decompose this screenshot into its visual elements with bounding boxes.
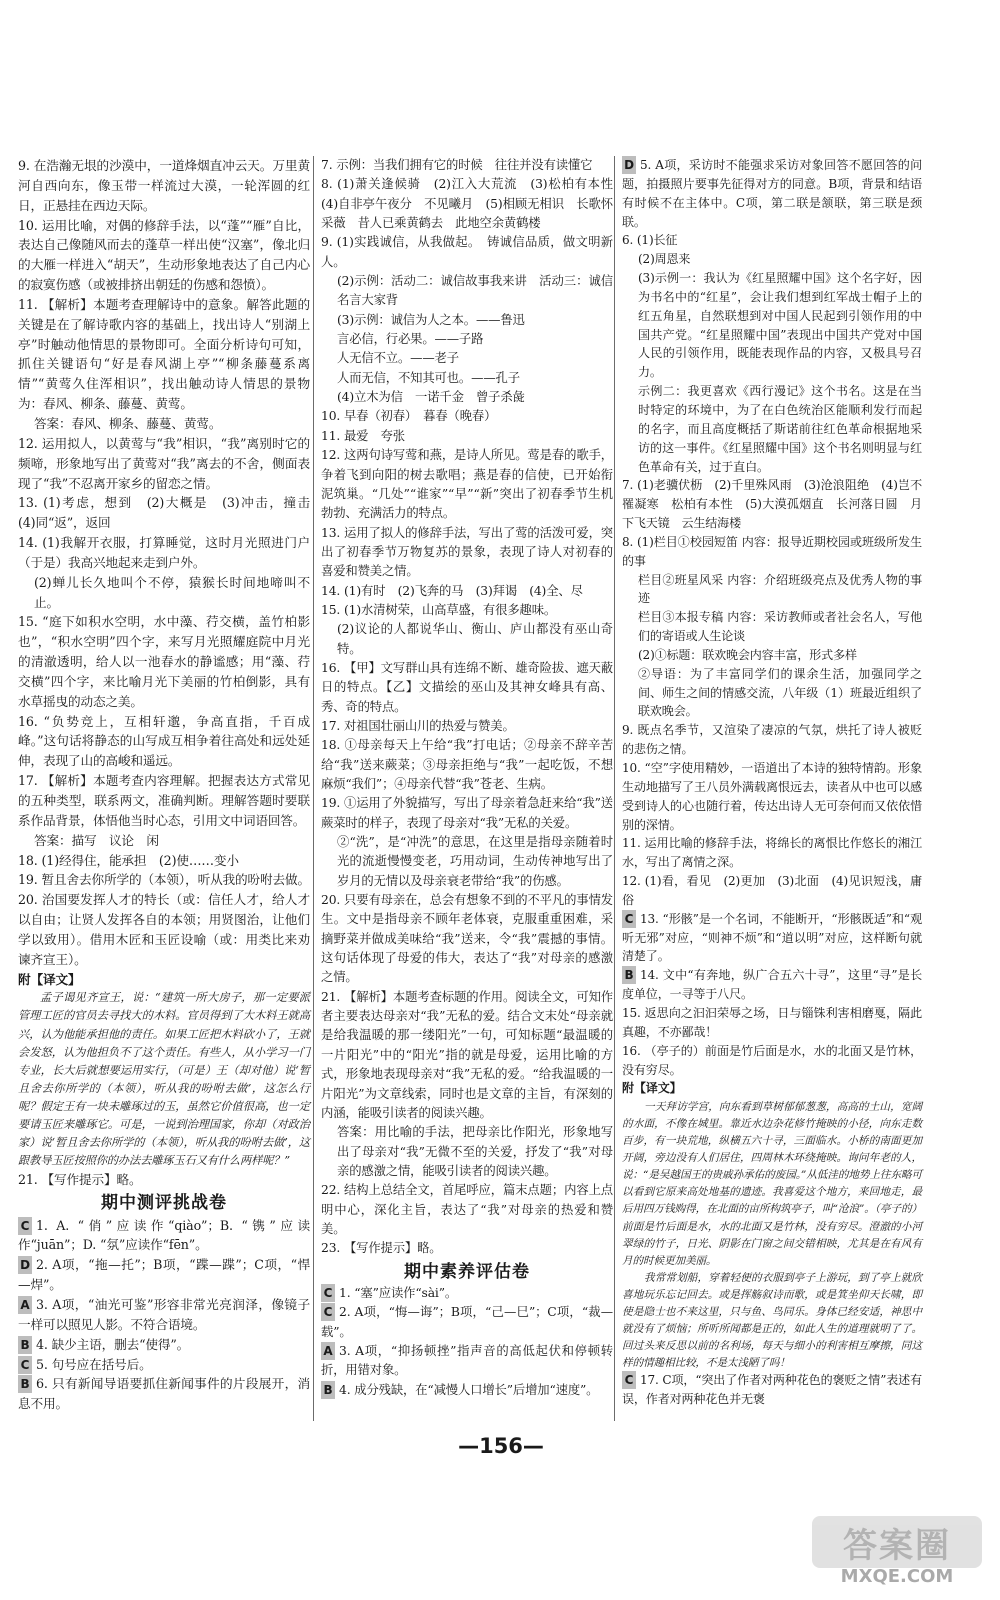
answer-item: (3)示例：诚信为人之本。——鲁迅: [337, 312, 525, 327]
answer-text: 1. “塞”应读作“sài”。: [339, 1285, 458, 1300]
answer-text: 1. A. “俏”应读作“qiào”；B. “镌”应读作“juān”；D. “氛”应读作“fēn”。: [18, 1217, 310, 1253]
answer-column-middle: [321, 156, 626, 1400]
answer-item: 答案：用比喻的手法，把母亲比作阳光，形象地写出了母亲对“我”无微不至的关爱，抒发了“我”对母亲的感激之情，能吸引读者的阅读兴趣。: [337, 1125, 613, 1178]
answer-item: [18, 1374, 310, 1414]
answer-text: 13. “形骸”是一个名词，不能断开，“形骸既适”和“观听无邪”对应，“则神不烦”和“道以明”对应，这样断句就清楚了。: [622, 911, 922, 964]
answer-item: 14. (1)有时 (2)飞奔的马 (3)拜谒 (4)全、尽: [321, 583, 583, 598]
answer-item: (2)议论的人都说华山、衡山、庐山都没有巫山奇特。: [337, 622, 613, 656]
answer-text: 2. A项，“悔—诲”；B项，“己—巳”；C项，“裁—载”。: [321, 1305, 613, 1339]
answer-choice-badge: C: [321, 1284, 335, 1302]
answer-item: 21. 【写作提示】略。: [18, 1171, 142, 1187]
answer-text: 5. 句号应在括号后。: [36, 1356, 152, 1372]
answer-item: [321, 1284, 613, 1303]
section-title: 期中素养评估卷: [404, 1261, 530, 1282]
answer-item: 栏目③本报专稿 内容：采访教师或者社会名人，写他们的寄语或人生论谈: [638, 610, 922, 644]
answer-item: 22. 结构上总结全文，首尾呼应，篇末点题；内容上点明中心，深化主旨，表达了“我”对母亲的热爱和赞美。: [321, 1183, 613, 1236]
answer-item: [321, 1303, 613, 1342]
answer-text: 4. 成分残缺，在“减慢人口增长”后增加“速度”。: [339, 1382, 599, 1397]
answer-text: 6. 只有新闻导语要抓住新闻事件的片段展开，消息不用。: [18, 1376, 310, 1412]
page-number: —156—: [458, 1434, 544, 1458]
answer-choice-badge: C: [321, 1303, 335, 1321]
answer-item: 17. 对祖国壮丽山川的热爱与赞美。: [321, 718, 515, 733]
answer-text: 4. 缺少主语，删去“使得”。: [36, 1336, 190, 1352]
answer-item: [321, 1342, 613, 1381]
answer-item: 栏目②班星风采 内容：介绍班级亮点及优秀人物的事迹: [638, 572, 922, 606]
answer-item: ②导语：为了丰富同学们的课余生活，加强同学之间、师生之间的情感交流，八年级（1）班最近组织了联欢晚会。: [638, 666, 922, 719]
answer-choice-badge: B: [622, 966, 636, 984]
answer-text: 3. A项，“油光可鉴”形容非常光亮润泽，像镜子一样可以照见人影。不符合语境。: [18, 1296, 310, 1332]
answer-item: 19. ①运用了外貌描写，写出了母亲着急赶来给“我”送蕨菜时的样子，表现了母亲对“我”无私的关爱。: [321, 796, 613, 830]
answer-item: [18, 1295, 310, 1335]
answer-item: [18, 1216, 310, 1256]
column-divider-left: [313, 156, 314, 1421]
answer-item: 7. 示例：当我们拥有它的时候 往往并没有读懂它: [321, 158, 593, 172]
answer-item: 7. (1)老骥伏枥 (2)千里殊风雨 (3)沧浪阻绝 (4)岂不罹凝寒 松柏有本性 (5)大漠孤烟直 长河落日圆 月下飞天镜 云生结海楼: [622, 478, 922, 531]
answer-item: 答案：春风、柳条、藤蔓、黄莺。: [34, 415, 222, 431]
answer-item: 6. (1)长征: [622, 233, 678, 248]
answer-item: 20. 只要有母亲在，总会有想象不到的不平凡的事情发生。文中是指母亲不顾年老体衰，克服重重困难，采摘野菜并做成美味给“我”送来，令“我”震撼的事情。这句话体现了母爱的伟大，表达了“我”对母亲的感激之情。: [321, 893, 613, 985]
answer-text: 2. A项，“拖—托”；B项，“蹀—蹀”；C项，“悍—焊”。: [18, 1257, 310, 1293]
answer-item: [18, 1255, 310, 1295]
translation-paragraph: 一天拜访学宫，向东看到草树郁郁葱葱，高高的土山，宽阔的水面，不像在城里。靠近水边杂花修竹掩映的小径，向东走数百步，有一块荒地，纵横五六十寻，三面临水。小桥的南面更加开阔，旁边没有人们居住，四周林木环绕掩映。询问年老的人，说：“是吴越国王的贵戚孙承佑的废园。”从低洼的地势上往东略可以看到它原来高处地基的遗迹。我喜爱这个地方，来回地走，最后用四万钱购得，在北面的亩所构筑亭子，叫“沧浪”。（亭子的）前面是竹后面是水，水的北面又是竹林，没有穷尽。澄澈的小河翠绿的竹子，日光、阴影在门窗之间交错相映，尤其是在有风有月的时候更加美丽。: [622, 1100, 922, 1267]
answer-text: 17. C项，“突出了作者对两种花色的褒贬之情”表述有误，作者对两种花色并无褒: [622, 1372, 922, 1406]
answer-item: 20. 治国要发挥人才的特长（或：信任人才，给人才以自由；让贤人发挥各自的本领；用贤图治，让他们学以致用）。借用木匠和玉匠设喻（或：用类比来劝谏齐宣王）。: [18, 892, 310, 967]
answer-item: [622, 156, 922, 231]
answer-item: 13. (1)考虑，想到 (2)大概是 (3)冲击，撞击 (4)同“返”，返回: [18, 495, 323, 531]
translation-heading: 附【译文】: [622, 1081, 682, 1096]
watermark-logo: 答案圈: [812, 1516, 982, 1568]
answer-item: [622, 966, 922, 1004]
answer-item: (2)周恩来: [638, 252, 691, 267]
answer-choice-badge: C: [18, 1217, 32, 1235]
answer-choice-badge: A: [321, 1342, 335, 1360]
answer-item: 19. 暂且舍去你所学的（本领），听从我的吩咐去做。: [18, 872, 310, 888]
answer-item: 答案：描写 议论 闲: [34, 832, 159, 848]
answer-item: 11. 最爱 夸张: [321, 428, 405, 443]
answer-item: 15. (1)水清树荣，山高草盛，有很多趣味。: [321, 602, 557, 617]
answer-item: 示例二：我更喜欢《西行漫记》这个书名。这是在当时特定的环境中，为了在白色统治区能顺利发行而起的名字，而且高度概括了斯诺前往红色革命根据地采访的这一事件。《红星照耀中国》这个书名则明显与红色革命有关，过于直白。: [638, 384, 922, 474]
answer-item: 16. 【甲】文写群山具有连绵不断、雄奇险拔、遮天蔽日的特点。【乙】文描绘的巫山及其神女峰具有高、秀、奇的特点。: [321, 660, 613, 714]
answer-item: 9. 在浩瀚无垠的沙漠中，一道烽烟直冲云天。万里黄河自西向东，像玉带一样流过大漠，一轮浑圆的红日，正悬挂在西边天际。: [18, 158, 310, 213]
answer-choice-badge: C: [18, 1356, 32, 1374]
site-watermark: [812, 1516, 982, 1586]
answer-item: 10. 运用比喻，对偶的修辞手法，以“蓬”“雁”自比，表达自己像随风而去的蓬草一样出使“汉塞”，像北归的大雁一样进入“胡天”，生动形象地表达了自己内心的寂寞伤感（或被排挤出朝廷的伤感和怨愤）。: [18, 217, 310, 293]
answer-item: 8. (1)栏目①校园短笛 内容：报导近期校园或班级所发生的事: [622, 534, 922, 568]
answer-item: 18. ①母亲每天上午给“我”打电话；②母亲不辞辛苦给“我”送来蕨菜；③母亲拒绝与“我”一起吃饭，不想麻烦“我们”；④母亲代替“我”苍老、生病。: [321, 738, 613, 791]
answer-text: 3. A项，“抑扬顿挫”指声音的高低起伏和停顿转折，用错对象。: [321, 1343, 613, 1378]
answer-choice-badge: B: [321, 1381, 335, 1399]
answer-item: 13. 运用了拟人的修辞手法，写出了莺的活泼可爱，突出了初春季节万物复苏的景象，表现了诗人对初春的喜爱和赞美之情。: [321, 525, 613, 579]
answer-item: (2)示例：活动二：诚信故事我来讲 活动三：诚信名言大家背: [337, 274, 613, 308]
answer-item: 人无信不立。——老子: [337, 351, 459, 366]
answer-choice-badge: C: [622, 1371, 636, 1389]
answer-item: ②“洗”，是“冲洗”的意思，在这里是指母亲随着时光的流逝慢慢变老，巧用动词，生动传神地写出了岁月的无情以及母亲衰老带给“我”的伤感。: [337, 835, 613, 888]
answer-item: 23. 【写作提示】略。: [321, 1241, 442, 1256]
answer-item: 言必信，行必果。——子路: [337, 332, 484, 347]
answer-item: 15. “庭下如积水空明，水中藻、荇交横，盖竹柏影也”，“积水空明”四个字，来写月光照耀庭院中月光的清澈透明，给人以一池春水的静谧感；用“藻、荇交横”四个字，来比喻月光下美丽的竹柏倒影，具有水草摇曳的动态之美。: [18, 614, 310, 709]
answer-item: 15. 返思向之汩汩荣辱之场，日与锱铢利害相磨戛，隔此真趣，不亦鄙哉！: [622, 1005, 922, 1039]
answer-item: (3)示例一：我认为《红星照耀中国》这个名字好，因为书名中的“红星”，会让我们想到红军战士帽子上的红五角星，自然联想到对中国人民起到引领作用的中国共产党。“红星照耀中国”表现出中国共产党对中国人民的引领作用，既能表现作品的内容，又极具号召力。: [638, 271, 922, 380]
answer-choice-badge: B: [18, 1336, 32, 1354]
answer-text: 5. A项，采访时不能强求采访对象回答不愿回答的问题，拍摄照片要事先征得对方的同意。B项，背景和结语有时候不在主体中。C项，第二联是颔联，第三联是颈联。: [622, 158, 922, 229]
answer-column-right: [622, 156, 922, 1409]
answer-item: [622, 910, 922, 967]
answer-item: [18, 1335, 310, 1355]
translation-paragraph: 我常常划船，穿着轻便的衣服到亭子上游玩，到了亭上就欣喜地玩乐忘记回去。或是挥觞叙诗而歌，或是箕坐仰天长啸，即使是隐士也不来这里，只与鱼、鸟同乐。身体已经安适，神思中就没有了烦恼；所听所闻都是正的，如此人生的道理就明了了。回过头来反思以前的名利场，每天与细小的利害相互摩擦，同这样的情趣相比较，不是太浅陋了吗！: [622, 1270, 922, 1369]
answer-item: 11. 【解析】本题考查理解诗中的意象。解答此题的关键是在了解诗歌内容的基础上，找出诗人“别湖上亭”时触动他情思的景物即可。全面分析诗句可知，抓住关键语句“好是春风湖上亭”“柳条藤蔓系离情”“黄莺久住浑相识”，找出触动诗人情思的景物为：春风、柳条、藤蔓、黄莺。: [18, 296, 310, 412]
translation-heading: 附【译文】: [18, 971, 81, 987]
answer-text: 14. 文中“有奔地，纵广合五六十寻”，这里“寻”是长度单位，一寻等于八尺。: [622, 968, 922, 1002]
answer-choice-badge: D: [18, 1256, 32, 1274]
answer-item: 21. 【解析】本题考查标题的作用。阅读全文，可知作者主要表达母亲对“我”无私的爱。结合文末处“母亲就是给我温暖的那一缕阳光”一句，可知标题“最温暖的一片阳光”中的“阳光”指的就是母爱，运用比喻的方式，形象地表现母亲对“我”无私的爱。“给我温暖的一片阳光”为文章线索，同时也是文章的主旨，有深刻的内涵，能吸引读者的阅读兴趣。: [321, 989, 613, 1120]
answer-item: (2)蝉儿长久地叫个不停，猿猴长时间地啼叫不止。: [34, 574, 310, 610]
answer-column-left: [18, 156, 323, 1414]
answer-choice-badge: C: [622, 910, 636, 928]
answer-item: 12. (1)看，看见 (2)更加 (3)北面 (4)见识短浅，庸俗: [622, 874, 922, 907]
answer-item: 18. (1)经得住，能承担 (2)使……变小: [18, 852, 239, 868]
answer-item: 12. 运用拟人，以黄莺与“我”相识，“我”离别时它的频啼，形象地写出了黄莺对“我”离去的不舍，侧面表现了“我”不忍离开家乡的留恋之情。: [18, 435, 310, 491]
answer-item: [321, 1381, 613, 1400]
answer-choice-badge: D: [622, 156, 636, 174]
watermark-url: MXQE.COM: [840, 1566, 954, 1587]
translation-paragraph: 孟子谒见齐宣王，说：“建筑一所大房子，那一定要派管理工匠的官员去寻找大的木料。官员得到了大木料王就高兴，认为他能承担他的责任。如果工匠把木料砍小了，王就会发怒，认为他担负不了这个责任。有些人，从小学习一门专业，长大后就想要运用实行，（可是）王（却对他）说‘暂且舍去你所学的（本领），听从我的吩咐去做’，这怎么行呢？假定王有一块未雕琢过的玉，虽然它价值很高，也一定要请玉匠来雕琢它。可是，一说到治理国家，你却（对政治家）说‘暂且舍去你所学的（本领），听从我的吩咐去做’，这跟教导玉匠按照你的办法去雕琢玉石又有什么两样呢？”: [18, 991, 310, 1167]
answer-item: 14. (1)我解开衣服，打算睡觉，这时月光照进门户（于是）我高兴地起来走到户外。: [18, 535, 310, 570]
answer-item: (4)立木为信 一诺千金 曾子杀彘: [337, 390, 525, 405]
section-title: 期中测评挑战卷: [101, 1192, 227, 1213]
answer-item: 12. 这两句诗写莺和燕，是诗人所见。莺是春的歌手，争着飞到向阳的树去歌唱；燕是春的信使，已开始衔泥筑巢。“几处”“谁家”“早”“新”突出了初春季节生机勃勃、充满活力的特点。: [321, 448, 613, 521]
answer-item: 9. (1)实践诚信，从我做起。 铸诚信品质，做文明新人。: [321, 235, 613, 269]
answer-choice-badge: B: [18, 1375, 32, 1393]
answer-item: 16. “负势竞上，互相轩邈，争高直指，千百成峰。”这句话将静态的山写成互相争着往高处和远处延伸，表现了山的高峻和遥远。: [18, 713, 310, 769]
answer-item: 10. 早春（初春） 暮春（晚春）: [321, 409, 497, 424]
answer-item: 17. 【解析】本题考查内容理解。把握表达方式常见的五种类型，联系两文，准确判断。理解答题时要联系作品背景，体悟他当时心态，引用文中词语回答。: [18, 773, 310, 828]
answer-choice-badge: A: [18, 1296, 32, 1314]
answer-item: (2)①标题：联欢晚会内容丰富，形式多样: [638, 647, 857, 662]
answer-item: 10. “空”字使用精妙，一语道出了本诗的独特情韵。形象生动地描写了王八员外满载离恨远去，读者从中也可以感受到诗人的心也随行着，传达出诗人无可奈何而又依依惜别的深情。: [622, 761, 922, 832]
answer-item: 人而无信，不知其可也。——孔子: [337, 370, 520, 385]
answer-item: [18, 1355, 310, 1375]
answer-item: [622, 1371, 922, 1409]
answer-item: 9. 既点名季节，又渲染了凄凉的气氛，烘托了诗人被贬的悲伤之情。: [622, 723, 922, 757]
column-divider-right: [614, 156, 615, 1421]
answer-item: 16. （亭子的）前面是竹后面是水，水的北面又是竹林，没有穷尽。: [622, 1043, 922, 1077]
answer-item: 11. 运用比喻的修辞手法，将绵长的离恨比作悠长的湘江水，写出了离情之深。: [622, 836, 922, 870]
answer-item: 8. (1)萧关逢候骑 (2)江入大荒流 (3)松柏有本性 (4)自非亭午夜分 不见曦月 (5)相顾无相识 长歌怀采薇 昔人已乘黄鹤去 此地空余黄鹤楼: [321, 177, 626, 231]
